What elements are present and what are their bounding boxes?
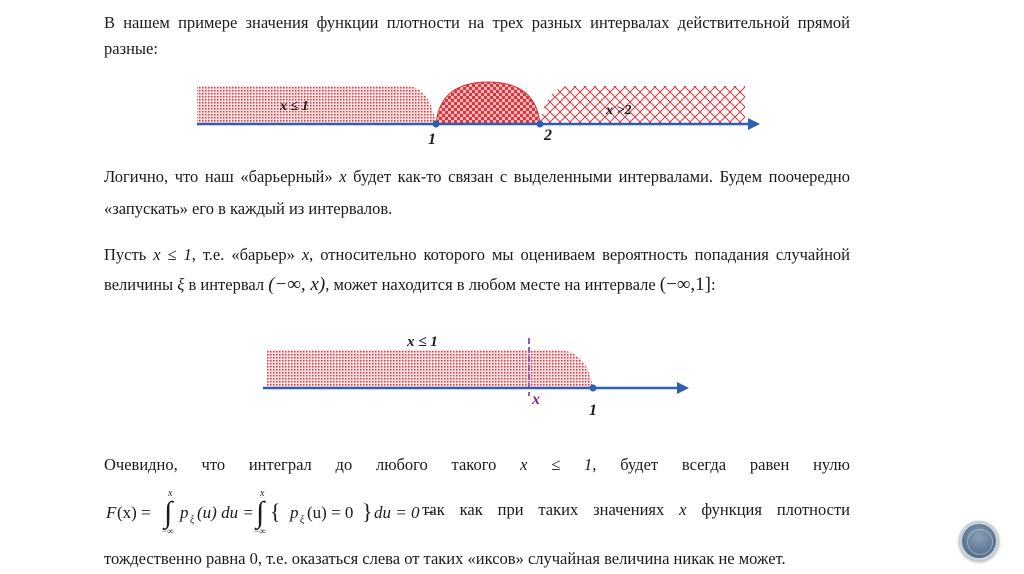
formula-arg: (x) = bbox=[117, 503, 151, 522]
inner-rest: (u) = 0 bbox=[307, 503, 354, 522]
formula-explanation bbox=[422, 500, 850, 520]
cond-x-le-1: x ≤ 1 bbox=[520, 455, 593, 474]
brace-close: } bbox=[362, 499, 373, 524]
region-x-le-1 bbox=[267, 350, 593, 388]
text: , т.е. «барьер» bbox=[191, 245, 302, 264]
cond-x-le-1: x ≤ 1 bbox=[153, 245, 192, 264]
var-x: x bbox=[679, 500, 687, 519]
region-right bbox=[540, 86, 745, 124]
label-x-gt-2: x >2 bbox=[606, 103, 632, 118]
integral-lower-2: −∞ bbox=[254, 526, 266, 536]
text: будет как-то связан с выделенными интервалами. Будем поочередно «запускать» его в каждый из интервалов. bbox=[104, 167, 850, 218]
paragraph-conclusion: тождественно равна 0, т.е. оказаться слева от таких «иксов» случайная величина никак не может. bbox=[104, 549, 786, 568]
text: , будет всегда равен нулю bbox=[592, 455, 850, 474]
region-left bbox=[197, 86, 436, 124]
integral-upper-1: x bbox=[168, 488, 173, 499]
figure-left-interval bbox=[255, 330, 695, 420]
label-x-le-1: x ≤ 1 bbox=[280, 99, 309, 114]
formula-tail: du = 0 − bbox=[374, 503, 436, 522]
formula-row bbox=[104, 486, 850, 536]
text: так как при таких значениях bbox=[422, 500, 680, 519]
paragraph-barrier bbox=[104, 161, 850, 225]
axis-arrow bbox=[677, 382, 689, 394]
text: , относительно которого мы оцениваем вероятность попадания случайной величины bbox=[104, 245, 850, 294]
brace-open: { bbox=[270, 499, 281, 524]
tick-1: 1 bbox=[428, 131, 436, 148]
text: функция плотности bbox=[686, 500, 850, 519]
text: Пусть bbox=[104, 245, 154, 264]
var-xi: ξ bbox=[177, 275, 185, 294]
tick-1: 1 bbox=[589, 402, 597, 419]
nav-button-ring-icon bbox=[967, 529, 993, 555]
paragraph-obviously bbox=[104, 452, 850, 478]
region-middle bbox=[436, 82, 540, 124]
interval-minus-inf-x: (−∞, x) bbox=[268, 274, 326, 295]
label-x: x bbox=[532, 391, 540, 408]
point-2 bbox=[537, 121, 544, 128]
integral-lower-1: −∞ bbox=[162, 526, 174, 536]
tick-2: 2 bbox=[544, 127, 552, 144]
inner-p: p bbox=[290, 503, 299, 522]
var-x: x bbox=[301, 245, 310, 264]
integral-sign-2: ∫ bbox=[256, 496, 265, 529]
point-1 bbox=[590, 385, 597, 392]
integrand-u-du: (u) du = bbox=[197, 503, 254, 522]
axis-arrow bbox=[748, 118, 760, 130]
paragraph-intro: В нашем примере значения функции плотности на трех разных интервалах действительной прямой разные: bbox=[104, 13, 850, 58]
integral-upper-2: x bbox=[260, 488, 265, 499]
text: Очевидно, что интеграл до любого такого bbox=[104, 455, 521, 474]
integral-sign-1: ∫ bbox=[164, 496, 173, 529]
figure-three-intervals bbox=[190, 72, 770, 152]
integrand-p: p bbox=[180, 503, 189, 522]
label-x-le-1: x ≤ 1 bbox=[407, 334, 438, 350]
text: , может находится в любом месте на интервале bbox=[325, 275, 660, 294]
formula-F: F bbox=[106, 503, 117, 522]
formula bbox=[104, 486, 436, 536]
paragraph-let-x bbox=[104, 240, 850, 300]
point-1 bbox=[433, 121, 440, 128]
text: Логично, что наш «барьерный» bbox=[104, 167, 340, 186]
var-x: x bbox=[339, 167, 347, 186]
integrand-sub-xi: ξ bbox=[190, 515, 195, 526]
text: в интервал bbox=[184, 275, 269, 294]
text: : bbox=[710, 275, 716, 294]
interval-minus-inf-1: (−∞,1] bbox=[659, 274, 711, 295]
inner-sub-xi: ξ bbox=[300, 515, 305, 526]
slide-nav-button[interactable] bbox=[959, 521, 999, 561]
